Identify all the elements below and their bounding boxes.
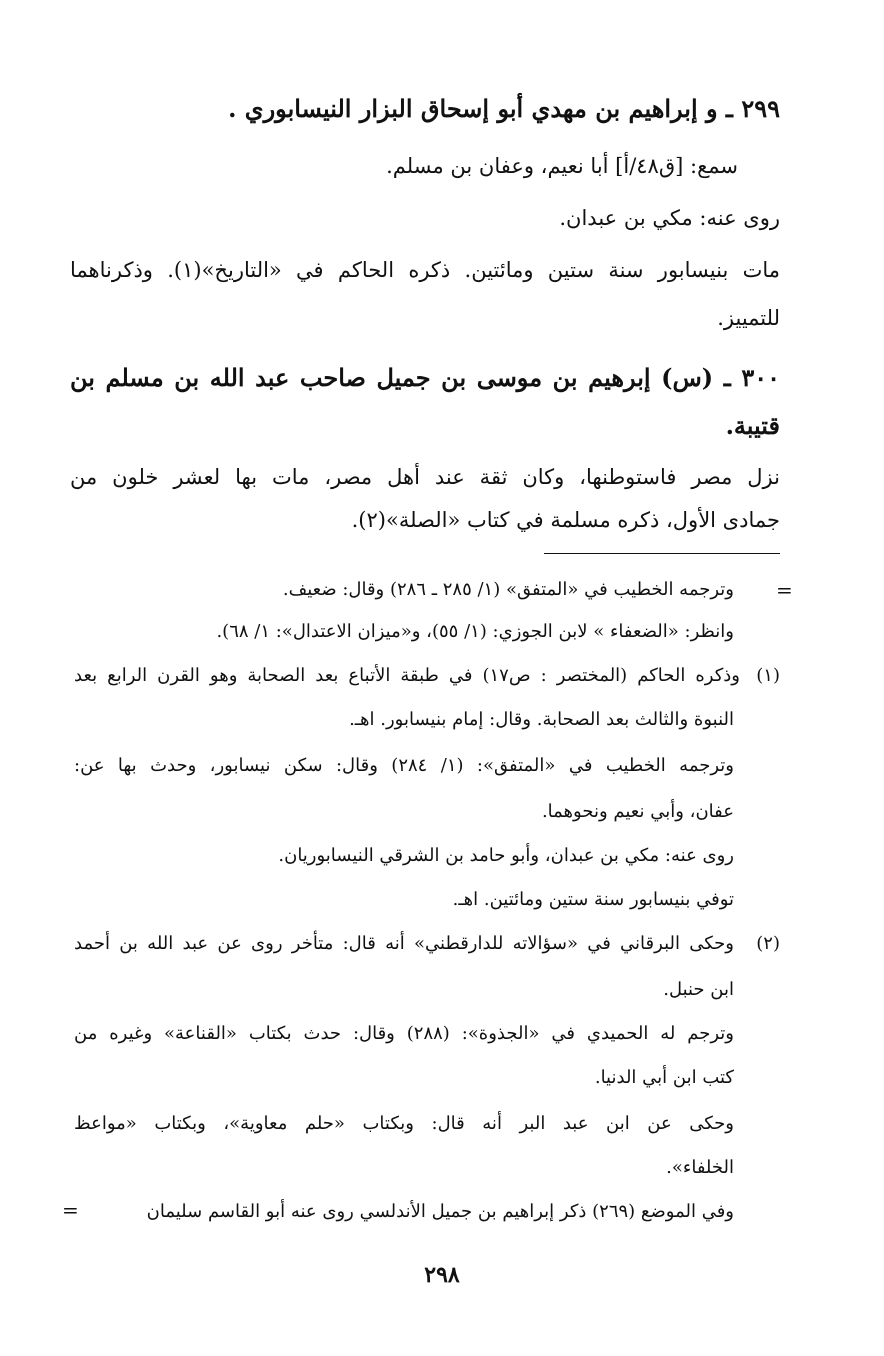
footnote-1-line-1: وذكره الحاكم (المختصر : ص١٧) في طبقة الأتباع بعد الصحابة وهو القرن الرابع بعد xyxy=(74,665,740,686)
page-number: ٢٩٨ xyxy=(424,1262,460,1288)
footnote-2-line-2: ابن حنبل. xyxy=(663,979,734,1000)
footnote-1-line-6: توفي بنيسابور سنة ستين ومائتين. اهـ. xyxy=(452,889,734,910)
entry-300-heading-line-1: ٣٠٠ ـ (س) إبرهيم بن موسى بن جميل صاحب عبد الله بن مسلم بن xyxy=(70,363,780,392)
footnote-1-line-5: روى عنه: مكي بن عبدان، وأبو حامد بن الشرقي النيسابوريان. xyxy=(278,845,734,866)
footnote-2-line-1: وحكى البرقاني في «سؤالاته للدارقطني» أنه قال: متأخر روى عن عبد الله بن أحمد xyxy=(74,933,734,954)
entry-299-line-2: روى عنه: مكي بن عبدان. xyxy=(559,206,780,230)
entry-299-line-4: للتمييز. xyxy=(717,306,780,330)
entry-299-line-1: سمع: [ق٤٨/أ] أبا نعيم، وعفان بن مسلم. xyxy=(386,154,738,178)
footnote-2-line-6: الخلفاء». xyxy=(666,1157,734,1178)
footnote-2-line-4: كتب ابن أبي الدنيا. xyxy=(594,1067,734,1088)
entry-299-line-3: مات بنيسابور سنة ستين ومائتين. ذكره الحاكم في «التاريخ»(١). وذكرناهما xyxy=(70,258,780,282)
footnote-1-line-4: عفان، وأبي نعيم ونحوهما. xyxy=(541,801,734,822)
footnote-2-continues-mark: = xyxy=(62,1198,79,1222)
footnote-2-line-7: وفي الموضع (٢٦٩) ذكر إبراهيم بن جميل الأندلسي روى عنه أبو القاسم سليمان xyxy=(146,1201,734,1222)
entry-300-heading-line-2: قتيبة. xyxy=(725,411,780,440)
footnote-1-line-3: وترجمه الخطيب في «المتفق»: (١/ ٢٨٤) وقال: سكن نيسابور، وحدث بها عن: xyxy=(74,755,735,776)
footnote-continued-line-2: وانظر: «الضعفاء » لابن الجوزي: (١/ ٥٥)، و«ميزان الاعتدال»: ١/ ٦٨). xyxy=(216,621,734,642)
entry-299-heading: ٢٩٩ ـ و إبراهيم بن مهدي أبو إسحاق البزار النيسابوري . xyxy=(228,94,780,123)
footnote-separator xyxy=(544,553,780,554)
continuation-mark: = xyxy=(776,578,793,602)
footnote-continued-line-1: وترجمه الخطيب في «المتفق» (١/ ٢٨٥ ـ ٢٨٦) وقال: ضعيف. xyxy=(282,579,734,600)
footnote-2-line-5: وحكى عن ابن عبد البر أنه قال: وبكتاب «حلم معاوية»، وبكتاب «مواعظ xyxy=(74,1113,734,1134)
footnote-1-line-2: النبوة والثالث بعد الصحابة. وقال: إمام بنيسابور. اهـ. xyxy=(349,709,734,730)
footnote-2-number: (٢) xyxy=(756,933,780,954)
entry-300-line-2: جمادى الأول، ذكره مسلمة في كتاب «الصلة»(٢). xyxy=(351,508,780,532)
entry-300-line-1: نزل مصر فاستوطنها، وكان ثقة عند أهل مصر، مات بها لعشر خلون من xyxy=(70,465,780,489)
footnote-1-number: (١) xyxy=(756,665,780,686)
footnote-2-line-3: وترجم له الحميدي في «الجذوة»: (٢٨٨) وقال: حدث بكتاب «القناعة» وغيره من xyxy=(74,1023,734,1044)
